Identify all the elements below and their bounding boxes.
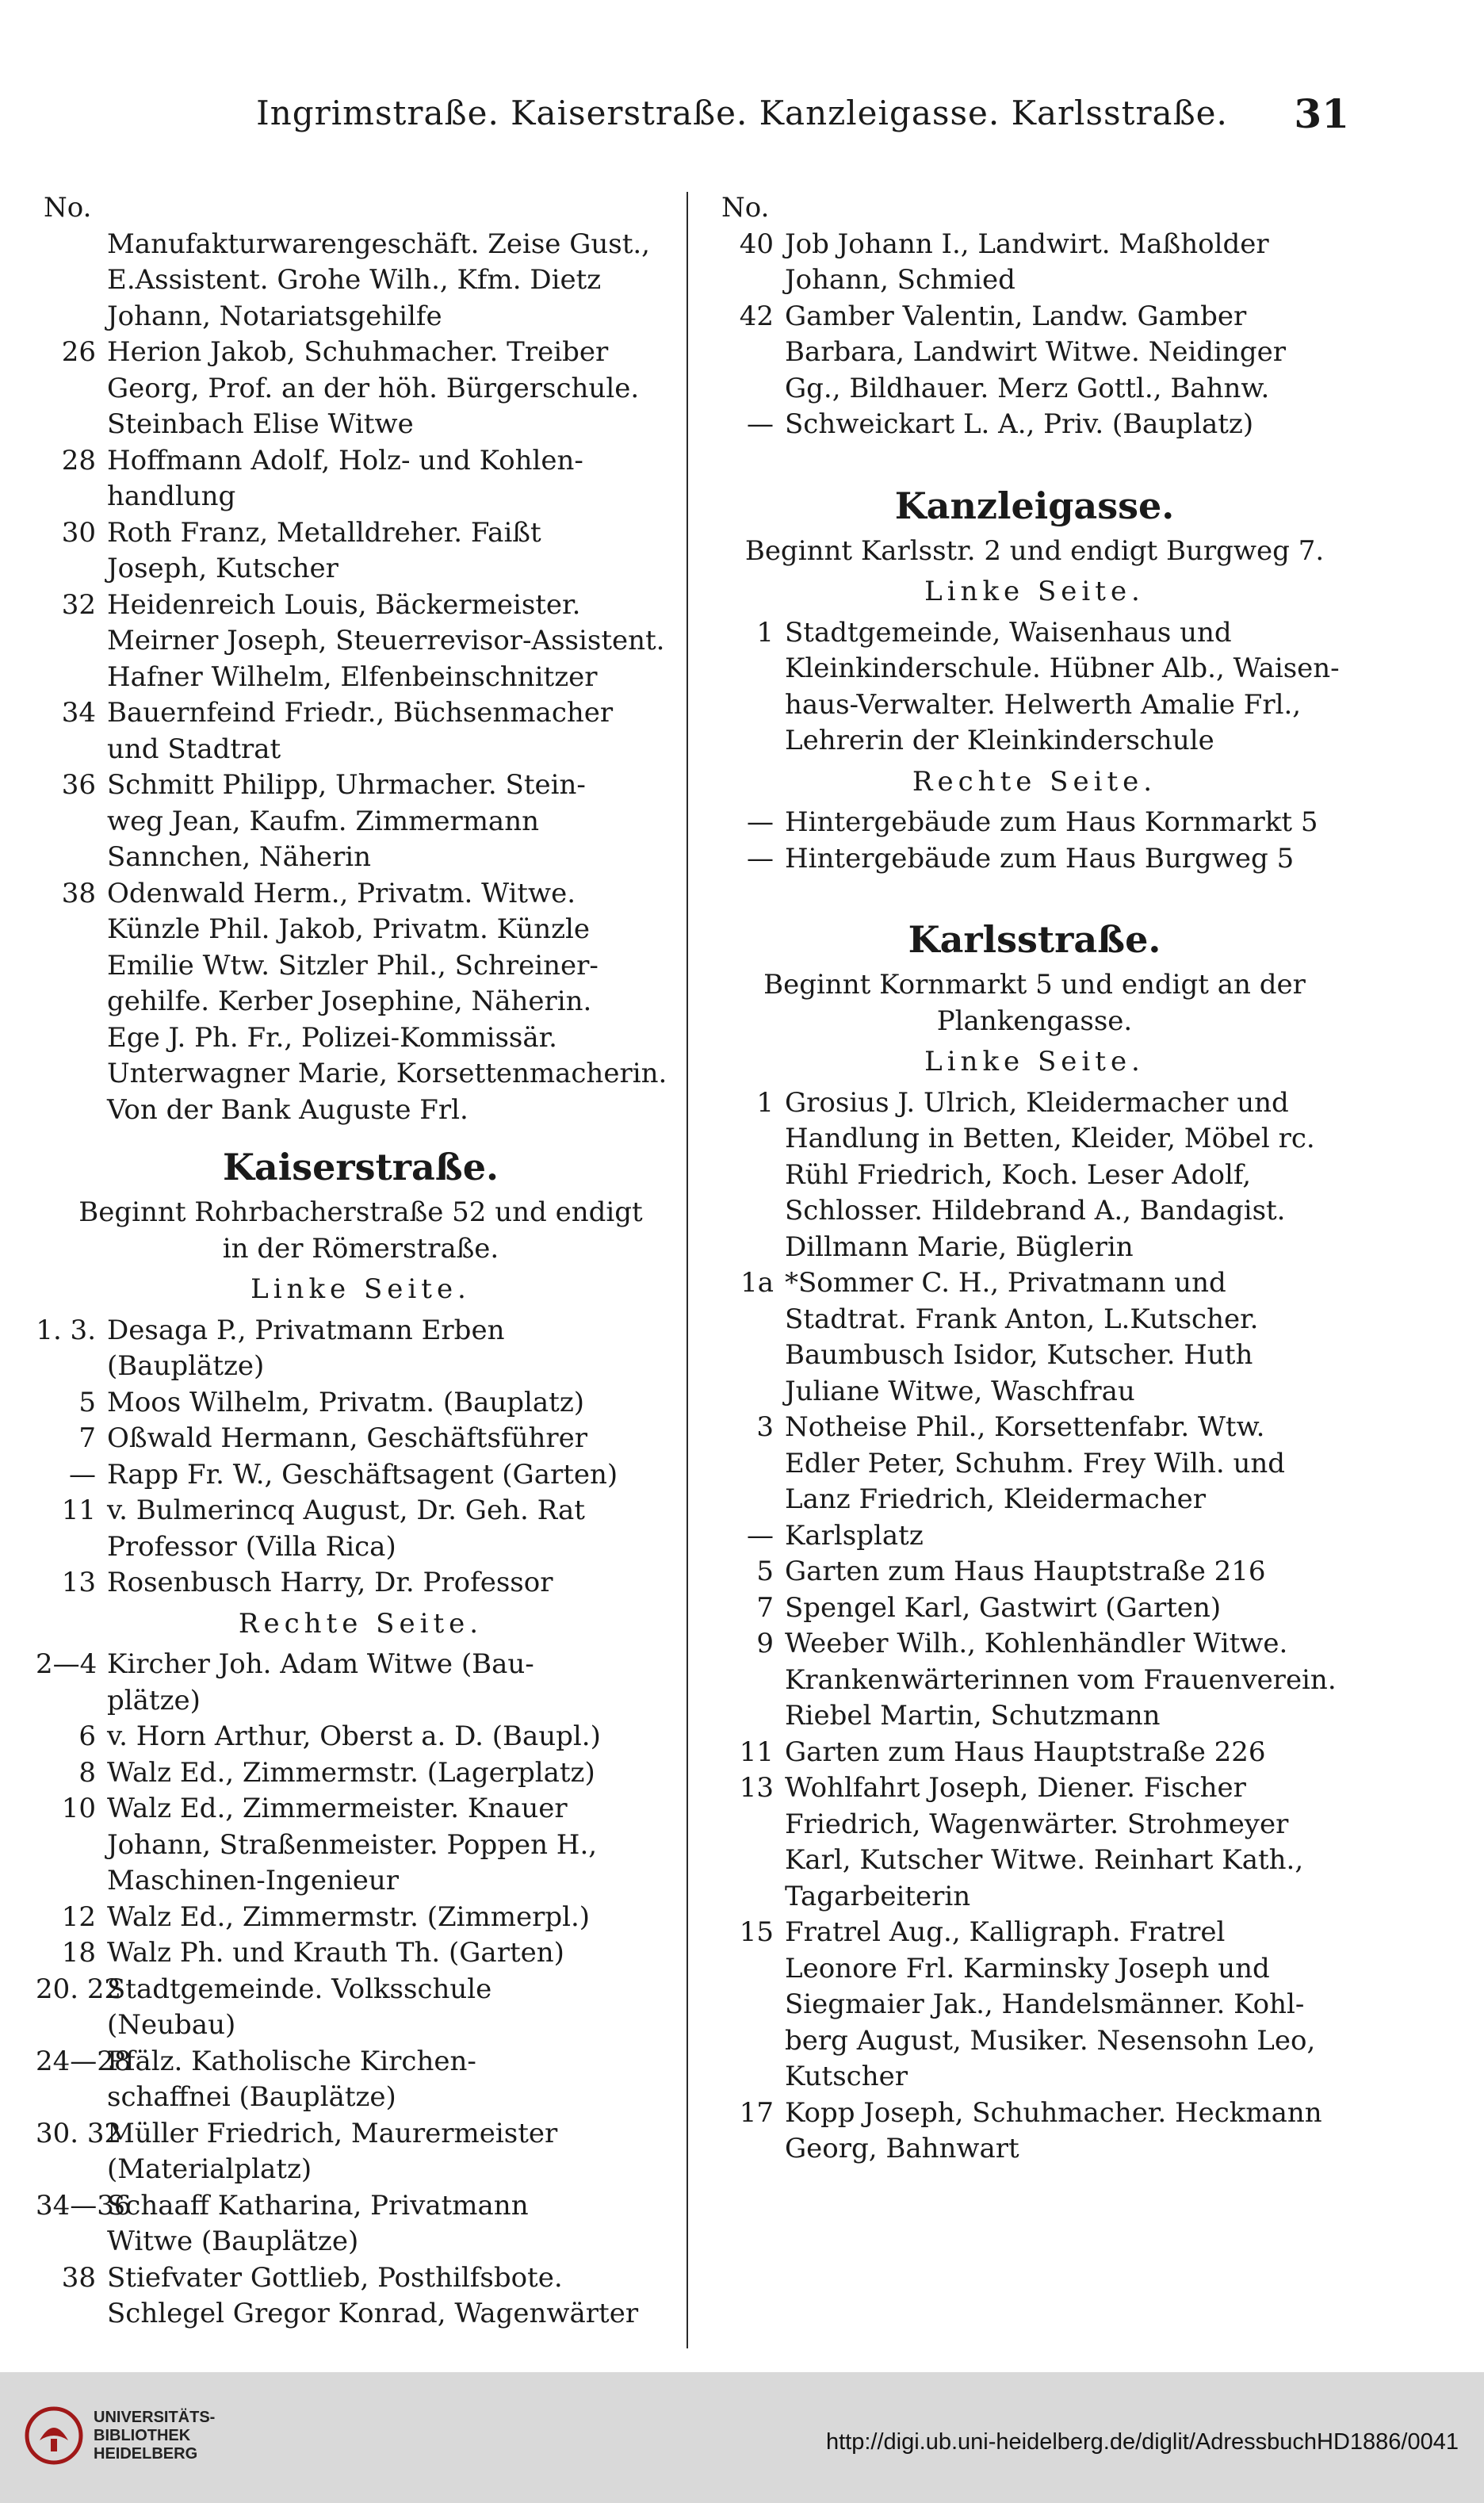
side-heading-right: Rechte Seite. [912,765,1157,798]
resident-line: Hoffmann Adolf, Holz- und Kohlen- [107,444,583,476]
resident-line: Von der Bank Auguste Frl. [107,1093,469,1126]
resident-line: Heidenreich Louis, Bäckermeister. [107,588,581,621]
side-heading-left: Linke Seite. [924,576,1145,607]
resident-line: Garten zum Haus Hauptstraße 216 [785,1556,1266,1587]
house-number: 7 [756,1591,774,1624]
resident-line: Georg, Bahnwart [785,2133,1019,2164]
text-line: UNIVERSITÄTS- [94,2409,216,2426]
house-number: — [747,842,774,875]
resident-line: Rosenbusch Harry, Dr. Professor [107,1567,553,1598]
address-entry [36,767,686,876]
resident-line: Johann, Straßenmeister. Poppen H., [107,1828,598,1861]
house-number: — [747,806,774,838]
resident-line: Leonore Frl. Karminsky Joseph und [785,1952,1270,1984]
resident-line: Desaga P., Privatmann Erben [107,1314,505,1346]
house-number: 34 [61,697,96,729]
house-number: 1. 3. [36,1314,96,1346]
right-column [713,190,1356,2168]
address-entry [713,1626,1356,1735]
resident-line: Handlung in Betten, Kleider, Möbel rc. [785,1123,1315,1154]
resident-line: Wohlfahrt Joseph, Diener. Fischer [785,1772,1246,1804]
resident-line: Stiefvater Gottlieb, Posthilfsbote. [107,2261,563,2294]
resident-line: (Neubau) [107,2009,236,2041]
resident-line: Witwe (Bauplätze) [107,2226,359,2257]
house-number: 1 [756,1086,774,1119]
address-entry [36,2260,686,2333]
address-entry [713,227,1356,299]
resident-line: Notheise Phil., Korsettenfabr. Wtw. [785,1411,1265,1443]
address-entry [36,1385,686,1422]
resident-line: Steinbach Elise Witwe [107,408,414,440]
resident-line: Walz Ed., Zimmermstr. (Zimmerpl.) [107,1900,591,1933]
address-entry [36,1935,686,1972]
resident-line: berg August, Musiker. Nesensohn Leo, [785,2024,1316,2057]
house-number: 30 [61,516,96,549]
resident-line: Hintergebäude zum Haus Kornmarkt 5 [785,806,1318,838]
resident-line: Siegmaier Jak., Handelsmänner. Kohl- [785,1988,1305,2020]
resident-line: Walz Ph. und Krauth Th. (Garten) [107,1937,564,1969]
resident-line: Hafner Wilhelm, Elfenbeinschnitzer [107,660,598,693]
street-description-kanzleigasse [713,534,1356,570]
house-number: 40 [739,228,774,260]
house-number: — [69,1458,96,1491]
house-number: 24—28 [36,2045,132,2077]
resident-line: Schlegel Gregor Konrad, Wagenwärter [107,2298,639,2329]
house-number: 1a [740,1267,774,1299]
house-number: 1 [756,616,774,649]
text-line: Johann, Notariatsgehilfe [107,300,442,332]
karlsstrasse-left-entries [713,1085,1356,2168]
house-number: 32 [61,588,96,621]
text-line: E.Assistent. Grohe Wilh., Kfm. Dietz [107,264,602,296]
resident-line: Schweickart L. A., Priv. (Bauplatz) [785,408,1254,440]
left-column [36,190,686,2333]
page-number: 31 [1294,90,1349,137]
house-number: 11 [61,1495,96,1526]
address-entry [713,1735,1356,1771]
address-entry [713,1518,1356,1555]
text-line: Beginnt Karlsstr. 2 und endigt Burgweg 7. [744,534,1325,567]
resident-line: Walz Ed., Zimmermstr. (Lagerplatz) [107,1756,595,1789]
resident-line: Kleinkinderschule. Hübner Alb., Waisen- [785,653,1340,684]
resident-line: Joseph, Kutscher [107,553,338,584]
address-entry [36,1972,686,2044]
address-entry [36,1755,686,1792]
address-entry [713,1554,1356,1590]
resident-line: Unterwagner Marie, Korsettenmacherin. [107,1058,667,1089]
resident-line: und Stadtrat [107,733,281,765]
house-number: 20. 22 [36,1973,122,2005]
house-number: 34—36 [36,2189,132,2222]
house-number: — [747,408,774,440]
house-number: 18 [61,1937,96,1969]
intro-continuation [36,227,686,335]
resident-line: Pfälz. Katholische Kirchen- [107,2045,476,2077]
resident-line: Hintergebäude zum Haus Burgweg 5 [785,842,1295,875]
house-number: 7 [78,1422,96,1454]
address-entry [36,1457,686,1494]
house-number: 2—4 [36,1648,98,1680]
house-number: 5 [756,1556,774,1587]
side-heading-left: Linke Seite. [251,1273,471,1305]
house-number: 13 [739,1772,774,1804]
resident-line: Moos Wilhelm, Privatm. (Bauplatz) [107,1386,585,1418]
resident-line: Gg., Bildhauer. Merz Gottl., Bahnw. [785,372,1270,404]
address-entry [713,1590,1356,1627]
house-number: — [747,1519,774,1552]
resident-line: Spengel Karl, Gastwirt (Garten) [785,1591,1222,1624]
resident-line: Schmitt Philipp, Uhrmacher. Stein- [107,769,586,801]
resident-line: Kopp Joseph, Schuhmacher. Heckmann [785,2096,1322,2129]
resident-line: *Sommer C. H., Privatmann und [785,1267,1226,1299]
kanzleigasse-right-entries [713,805,1356,877]
resident-line: Karlsplatz [785,1519,924,1552]
house-number: 3 [756,1411,774,1443]
text-line: Plankengasse. [936,1005,1133,1037]
number-column-label: No. [44,192,92,224]
resident-line: Roth Franz, Metalldreher. Faißt [107,516,541,549]
address-entry [713,299,1356,408]
resident-line: Lehrerin der Kleinkinderschule [785,725,1214,756]
house-number: 11 [739,1736,774,1768]
column-divider [687,192,688,2348]
resident-line: Edler Peter, Schuhm. Frey Wilh. und [785,1447,1286,1479]
house-number: 42 [739,300,774,332]
address-entry [713,805,1356,841]
resident-line: haus-Verwalter. Helwerth Amalie Frl., [785,688,1302,721]
resident-line: Rühl Friedrich, Koch. Leser Adolf, [785,1158,1252,1191]
resident-line: Walz Ed., Zimmermeister. Knauer [107,1793,568,1824]
house-number: 26 [61,336,96,368]
resident-line: Baumbusch Isidor, Kutscher. Huth [785,1339,1253,1371]
address-entry [36,695,686,767]
address-entry [36,335,686,443]
running-title: Ingrimstraße. Kaiserstraße. Kanzleigasse. Karlsstraße. [256,94,1228,132]
address-entry [36,443,686,515]
resident-line: Garten zum Haus Hauptstraße 226 [785,1736,1266,1768]
address-entry [36,1791,686,1900]
side-heading-right: Rechte Seite. [238,1607,484,1640]
resident-line: handlung [107,480,236,512]
resident-line: Emilie Wtw. Sitzler Phil., Schreiner- [107,949,599,982]
address-entry [713,407,1356,443]
kaiserstrasse-right-entries-cont [713,227,1356,443]
text-line: in der Römerstraße. [222,1232,499,1265]
address-entry [713,615,1356,760]
resident-line: Grosius J. Ulrich, Kleidermacher und [785,1086,1289,1119]
text-line: Beginnt Kornmarkt 5 und endigt an der [763,969,1306,1001]
resident-line: Stadtgemeinde. Volksschule [107,1973,492,2005]
number-column-label: No. [721,192,770,224]
resident-line: Schaaff Katharina, Privatmann [107,2189,529,2222]
address-entry [36,2044,686,2116]
resident-line: weg Jean, Kaufm. Zimmermann [107,805,539,837]
resident-line: Georg, Prof. an der höh. Bürgerschule. [107,372,640,404]
resident-line: Kutscher [785,2061,908,2092]
house-number: 30. 32 [36,2117,122,2149]
resident-line: Dillmann Marie, Büglerin [785,1230,1134,1263]
house-number: 28 [61,444,96,476]
street-heading-karlsstrasse: Karlsstraße. [908,918,1161,961]
house-number: 6 [78,1720,96,1752]
resident-line: v. Horn Arthur, Oberst a. D. (Baupl.) [107,1720,601,1752]
address-entry [713,1410,1356,1518]
kaiserstrasse-left-entries [36,1313,686,1602]
address-entry [36,2116,686,2188]
address-entry [36,515,686,587]
address-entry [36,1493,686,1565]
address-entry [36,1565,686,1602]
street-heading-kaiserstrasse: Kaiserstraße. [222,1146,499,1188]
address-entry [36,1719,686,1755]
resident-line: Künzle Phil. Jakob, Privatm. Künzle [107,913,591,945]
address-entry [36,1647,686,1719]
house-number: 17 [739,2096,774,2129]
resident-line: Stadtrat. Frank Anton, L.Kutscher. [785,1303,1259,1335]
text-line: Manufakturwarengeschäft. Zeise Gust., [107,228,650,260]
side-heading-left: Linke Seite. [924,1046,1145,1077]
resident-line: Ege J. Ph. Fr., Polizei-Kommissär. [107,1021,557,1054]
house-number: 10 [61,1793,96,1824]
house-number: 36 [61,769,96,801]
resident-line: Odenwald Herm., Privatm. Witwe. [107,877,576,909]
resident-line: Sannchen, Näherin [107,841,371,873]
house-number: 9 [756,1628,774,1659]
text-line: Beginnt Rohrbacherstraße 52 und endigt [78,1196,643,1228]
resident-line: Tagarbeiterin [785,1880,971,1912]
resident-line: Gamber Valentin, Landw. Gamber [785,300,1247,332]
address-entry [36,1421,686,1457]
resident-line: Müller Friedrich, Maurermeister [107,2117,558,2149]
resident-line: Krankenwärterinnen vom Frauenverein. [785,1663,1337,1696]
resident-line: Bauernfeind Friedr., Büchsenmacher [107,697,614,729]
resident-line: (Bauplätze) [107,1350,265,1382]
resident-line: v. Bulmerincq August, Dr. Geh. Rat [107,1495,585,1526]
resident-line: Oßwald Hermann, Geschäftsführer [107,1422,587,1454]
footer-bar [0,2372,1484,2503]
address-entry [713,841,1356,878]
address-entry [713,2095,1356,2168]
house-number: 8 [78,1756,96,1789]
street-description-kaiserstrasse [36,1195,686,1267]
resident-line: Karl, Kutscher Witwe. Reinhart Kath., [785,1844,1304,1876]
house-number: 38 [61,2261,96,2294]
page-header [0,86,1484,157]
address-entry [713,1265,1356,1410]
house-number: 38 [61,877,96,909]
address-entry [36,2188,686,2260]
street-heading-kanzleigasse: Kanzleigasse. [894,484,1175,527]
resident-line: Riebel Martin, Schutzmann [785,1700,1161,1732]
address-entry [713,1770,1356,1915]
kaiserstrasse-right-entries [36,1647,686,2333]
library-name [94,2409,215,2463]
resident-line: gehilfe. Kerber Josephine, Näherin. [107,986,592,1017]
resident-line: schaffnei (Bauplätze) [107,2081,396,2113]
address-entry [713,1085,1356,1266]
source-url-link[interactable]: http://digi.ub.uni-heidelberg.de/diglit/AdressbuchHD1886/0041 [825,2429,1459,2455]
resident-line: Job Johann I., Landwirt. Maßholder [785,228,1269,260]
house-number: 13 [61,1567,96,1598]
resident-line: Meirner Joseph, Steuerrevisor-Assistent. [107,625,665,656]
library-seal-icon [22,2404,86,2467]
text-line: BIBLIOTHEK [94,2427,191,2444]
resident-line: Maschinen-Ingenieur [107,1865,400,1896]
kanzleigasse-left-entries [713,615,1356,760]
house-number: 15 [739,1916,774,1948]
resident-line: Stadtgemeinde, Waisenhaus und [785,616,1232,649]
library-logo [22,2404,220,2467]
resident-line: Friedrich, Wagenwärter. Strohmeyer [785,1808,1289,1840]
resident-line: plätze) [107,1684,201,1717]
address-entry [713,1915,1356,2095]
street-description-karlsstrasse [713,967,1356,1039]
address-entry [36,587,686,696]
house-number: 5 [78,1386,96,1418]
address-entry [36,1313,686,1385]
resident-line: Juliane Witwe, Waschfrau [785,1375,1135,1407]
resident-line: (Materialplatz) [107,2153,312,2185]
resident-line: Rapp Fr. W., Geschäftsagent (Garten) [107,1458,618,1491]
ingrimstrasse-entries [36,335,686,1128]
address-entry [36,876,686,1129]
house-number: 12 [61,1900,96,1933]
resident-line: Fratrel Aug., Kalligraph. Fratrel [785,1916,1226,1948]
resident-line: Barbara, Landwirt Witwe. Neidinger [785,336,1287,368]
resident-line: Johann, Schmied [785,264,1015,296]
address-entry [36,1900,686,1936]
resident-line: Kircher Joh. Adam Witwe (Bau- [107,1648,534,1680]
resident-line: Weeber Wilh., Kohlenhändler Witwe. [785,1628,1288,1659]
resident-line: Lanz Friedrich, Kleidermacher [785,1483,1206,1515]
resident-line: Herion Jakob, Schuhmacher. Treiber [107,336,609,368]
resident-line: Schlosser. Hildebrand A., Bandagist. [785,1195,1286,1227]
resident-line: Professor (Villa Rica) [107,1530,396,1563]
text-line: HEIDELBERG [94,2445,198,2463]
